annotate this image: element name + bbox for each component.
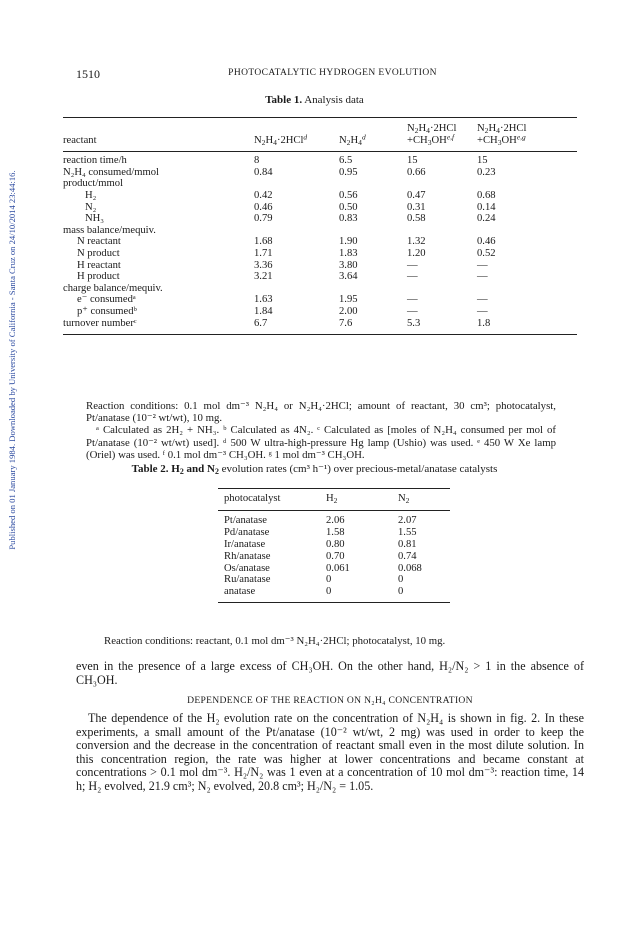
table1-row bbox=[63, 271, 577, 283]
body-paragraph-2: The dependence of the H₂ evolution rate on the concentration of N₂H₄ is shown in fig. 2. In these experiments, a small amount of the Pt/anatase (10⁻² wt/wt, 2 mg) was used in order to keep the conversion and the decrease in the concentration of reactant small even in the most dilute solution. In this concentration region, the rate was higher at lower concentrations and became constant at concentrations > 0.1 mol dm⁻³. H₂/N₂ was 1 even at a concentration of 10 mol dm⁻³: reaction time, 14 h; H₂ evolved, 21.9 cm³; N₂ evolved, 20.8 cm³; H₂/N₂ = 1.05. bbox=[76, 711, 584, 793]
table1-cell: 15 bbox=[477, 155, 488, 167]
table1-body bbox=[63, 152, 577, 335]
table2-col-photocatalyst: photocatalyst bbox=[224, 493, 281, 504]
table1-cell: 2.00 bbox=[339, 305, 358, 317]
table1-cell bbox=[339, 178, 407, 190]
table1-title: Analysis data bbox=[304, 94, 364, 106]
table1-cell: — bbox=[407, 305, 418, 317]
table1-row bbox=[63, 318, 577, 335]
table1-row-label: NH₃ bbox=[85, 213, 104, 225]
table1-cell: 0.95 bbox=[339, 166, 358, 178]
table1-row-label: H₂ bbox=[85, 189, 97, 201]
table1-row bbox=[63, 306, 577, 318]
table2-row bbox=[218, 510, 450, 526]
table1-caption bbox=[60, 94, 569, 106]
table2-label: Table 2. $H_2$ and $N_2$ bbox=[131, 463, 219, 476]
table2-cell-h2: 0 bbox=[326, 574, 332, 586]
table2-cell-n2: 0 bbox=[398, 586, 404, 598]
table1-row bbox=[63, 294, 577, 306]
table1-cell: — bbox=[407, 294, 418, 306]
evolution-rates-table bbox=[218, 488, 450, 603]
table2-row bbox=[218, 539, 450, 551]
table2-cell-h2: 0.80 bbox=[326, 538, 345, 550]
table1-row-label: product/mmol bbox=[63, 178, 124, 190]
table1-cell bbox=[339, 225, 407, 237]
table2-cell-catalyst: Pt/anatase bbox=[224, 514, 267, 526]
table1-cell: 0.14 bbox=[477, 201, 496, 213]
table1-row bbox=[63, 213, 577, 225]
table1-cell: 0.46 bbox=[254, 201, 273, 213]
table2-cell-n2: 0 bbox=[398, 574, 404, 586]
table1-row-label: N product bbox=[77, 247, 120, 259]
table1-col-reactant: reactant bbox=[63, 134, 97, 146]
table1-row bbox=[63, 152, 577, 167]
table2-row bbox=[218, 563, 450, 575]
table1-cell: 0.52 bbox=[477, 247, 496, 259]
table1-cell: 0.58 bbox=[407, 213, 426, 225]
table1-cell: 0.23 bbox=[477, 166, 496, 178]
table1-cell: 1.90 bbox=[339, 236, 358, 248]
table1-cell: 1.32 bbox=[407, 236, 426, 248]
table1-cell: — bbox=[477, 259, 488, 271]
table1-col-4: $N_2H_4\cdot 2HCl$ $+CH_3OH^{e,g}$ bbox=[477, 123, 527, 147]
table2-row bbox=[218, 551, 450, 563]
table1-cell: — bbox=[477, 271, 488, 283]
table2-cell-catalyst: Ru/anatase bbox=[224, 574, 271, 586]
table2-cell-n2: 1.55 bbox=[398, 526, 417, 538]
table2-col-n2: $N_2$ bbox=[398, 493, 410, 505]
table1-cell: 5.3 bbox=[407, 317, 421, 329]
table2-cell-catalyst: Os/anatase bbox=[224, 562, 270, 574]
table1-cell bbox=[242, 225, 339, 237]
table1-cell bbox=[477, 283, 577, 295]
table2-cell-n2: 2.07 bbox=[398, 514, 417, 526]
table1-cell: 6.7 bbox=[254, 317, 268, 329]
table1-cell: 0.66 bbox=[407, 166, 426, 178]
table1-col-2: $N_2H_4^d$ bbox=[339, 132, 366, 147]
table2-cell-h2: 1.58 bbox=[326, 526, 345, 538]
table2-caption-text: evolution rates (cm³ h⁻¹) over precious-metal/anatase catalysts bbox=[221, 463, 498, 475]
table2-cell-n2: 0.81 bbox=[398, 538, 417, 550]
table1-cell: 0.56 bbox=[339, 189, 358, 201]
table1-row-label: charge balance/mequiv. bbox=[63, 282, 163, 294]
table2-cell-n2: 0.068 bbox=[398, 562, 422, 574]
table2-caption bbox=[60, 462, 569, 475]
table1-cell: 3.36 bbox=[254, 259, 273, 271]
table1-row bbox=[63, 260, 577, 272]
table1-cell bbox=[242, 178, 339, 190]
table1-cell bbox=[242, 283, 339, 295]
table2-cell-h2: 0.061 bbox=[326, 562, 350, 574]
table1-cell: 1.84 bbox=[254, 305, 273, 317]
table1-cell: 0.68 bbox=[477, 189, 496, 201]
table1-cell: 1.68 bbox=[254, 236, 273, 248]
analysis-data-table bbox=[63, 117, 577, 335]
table1-row-label: H product bbox=[77, 271, 120, 283]
table1-conditions: Reaction conditions: 0.1 mol dm⁻³ N₂H₄ or N₂H₄·2HCl; amount of reactant, 30 cm³; photocatalyst, Pt/anatase (10⁻² wt/wt), 10 mg. bbox=[86, 400, 556, 425]
table1-cell: — bbox=[407, 259, 418, 271]
table1-cell: 8 bbox=[254, 155, 260, 167]
table1-cell bbox=[407, 283, 477, 295]
table1-cell: 0.47 bbox=[407, 189, 426, 201]
table1-col-1: $N_2H_4\cdot 2HCl^d$ bbox=[254, 132, 308, 147]
table1-row bbox=[63, 190, 577, 202]
table1-col-3: $N_2H_4\cdot 2HCl$ $+CH_3OH^{e,f}$ bbox=[407, 123, 457, 147]
table1-row-label: turnover numberᶜ bbox=[63, 317, 137, 329]
table1-cell: — bbox=[477, 305, 488, 317]
table1-cell bbox=[407, 178, 477, 190]
table1-cell: 1.95 bbox=[339, 294, 358, 306]
table2-row bbox=[218, 586, 450, 602]
table1-cell: 0.46 bbox=[477, 236, 496, 248]
table1-row bbox=[63, 283, 577, 295]
table1-cell: — bbox=[407, 271, 418, 283]
table2-row bbox=[218, 574, 450, 586]
table2-cell-catalyst: Pd/anatase bbox=[224, 526, 270, 538]
table2-body bbox=[218, 510, 450, 602]
download-watermark-text: Published on 01 January 1984. Downloaded by University of California - Santa Cruz on 24/10/2014 23:44:16. bbox=[7, 170, 17, 550]
table2-cell-catalyst: anatase bbox=[224, 586, 256, 598]
table1-row-label: mass balance/mequiv. bbox=[63, 224, 156, 236]
table1-row bbox=[63, 225, 577, 237]
table1-row bbox=[63, 248, 577, 260]
table1-row-label: N reactant bbox=[77, 236, 121, 248]
table1-cell bbox=[407, 225, 477, 237]
table1-label: Table 1. bbox=[265, 94, 303, 106]
table1-cell: 0.79 bbox=[254, 213, 273, 225]
table1-row-label: N₂H₄ consumed/mmol bbox=[63, 166, 159, 178]
table2-row bbox=[218, 527, 450, 539]
table1-cell: 6.5 bbox=[339, 155, 353, 167]
table1-cell: 3.64 bbox=[339, 271, 358, 283]
table2-cell-catalyst: Rh/anatase bbox=[224, 550, 271, 562]
table1-cell: 3.21 bbox=[254, 271, 273, 283]
table2-cell-h2: 0 bbox=[326, 586, 332, 598]
table1-cell: 1.20 bbox=[407, 247, 426, 259]
table1-cell: 1.8 bbox=[477, 317, 491, 329]
table1-row bbox=[63, 167, 577, 179]
table1-cell: 0.42 bbox=[254, 189, 273, 201]
page-number: 1510 bbox=[76, 67, 100, 81]
table1-row-label: e⁻ consumedᵃ bbox=[77, 294, 136, 306]
table1-cell bbox=[477, 225, 577, 237]
body-paragraph-1: even in the presence of a large excess of CH₃OH. On the other hand, H₂/N₂ > 1 in the absence of CH₃OH. bbox=[76, 659, 584, 687]
table1-cell: 1.63 bbox=[254, 294, 273, 306]
table1-row bbox=[63, 178, 577, 190]
table2-note: Reaction conditions: reactant, 0.1 mol dm⁻³ N₂H₄·2HCl; photocatalyst, 10 mg. bbox=[104, 635, 446, 647]
table1-row-label: p⁺ consumedᵇ bbox=[77, 305, 137, 317]
table1-cell: 0.50 bbox=[339, 201, 358, 213]
table1-footnotes: ᵃ Calculated as 2H₂ + NH₃. ᵇ Calculated as 4N₂. ᶜ Calculated as [moles of N₂H₄ consumed per mol of Pt/anatase (10⁻² wt/wt) used]. ᵈ 500 W ultra-high-pressure Hg lamp (Ushio) was used. ᵉ 450 W Xe lamp (Oriel) was used. ᶠ 0.1 mol dm⁻³ CH₃OH. ᵍ 1 mol dm⁻³ CH₃OH. bbox=[86, 424, 556, 461]
table2-cell-n2: 0.74 bbox=[398, 550, 417, 562]
section-heading: DEPENDENCE OF THE REACTION ON N₂H₄ CONCENTRATION bbox=[187, 695, 473, 706]
table2-cell-h2: 0.70 bbox=[326, 550, 345, 562]
table1-row bbox=[63, 202, 577, 214]
table1-notes bbox=[86, 400, 556, 461]
table1-row-label: H reactant bbox=[77, 259, 121, 271]
table1-cell bbox=[339, 283, 407, 295]
download-watermark bbox=[3, 100, 21, 620]
table2-cell-h2: 2.06 bbox=[326, 514, 345, 526]
table1-cell: — bbox=[477, 294, 488, 306]
table1-cell: 1.71 bbox=[254, 247, 273, 259]
table1-cell: 7.6 bbox=[339, 317, 353, 329]
table1-row-label: reaction time/h bbox=[63, 155, 127, 167]
running-head: PHOTOCATALYTIC HYDROGEN EVOLUTION bbox=[228, 68, 437, 78]
table1-cell bbox=[477, 178, 577, 190]
table2-cell-catalyst: Ir/anatase bbox=[224, 538, 266, 550]
table1-cell: 0.84 bbox=[254, 166, 273, 178]
table2-header-row bbox=[218, 489, 450, 511]
table2-col-h2: $H_2$ bbox=[326, 493, 338, 505]
table1-header-row bbox=[63, 118, 577, 152]
table1-cell: 0.83 bbox=[339, 213, 358, 225]
table1-cell: 0.24 bbox=[477, 213, 496, 225]
table1-row-label: N₂ bbox=[85, 201, 97, 213]
table1-cell: 1.83 bbox=[339, 247, 358, 259]
table1-cell: 3.80 bbox=[339, 259, 358, 271]
page-header bbox=[76, 67, 589, 81]
table1-row bbox=[63, 236, 577, 248]
table1-cell: 0.31 bbox=[407, 201, 426, 213]
table1-cell: 15 bbox=[407, 155, 418, 167]
